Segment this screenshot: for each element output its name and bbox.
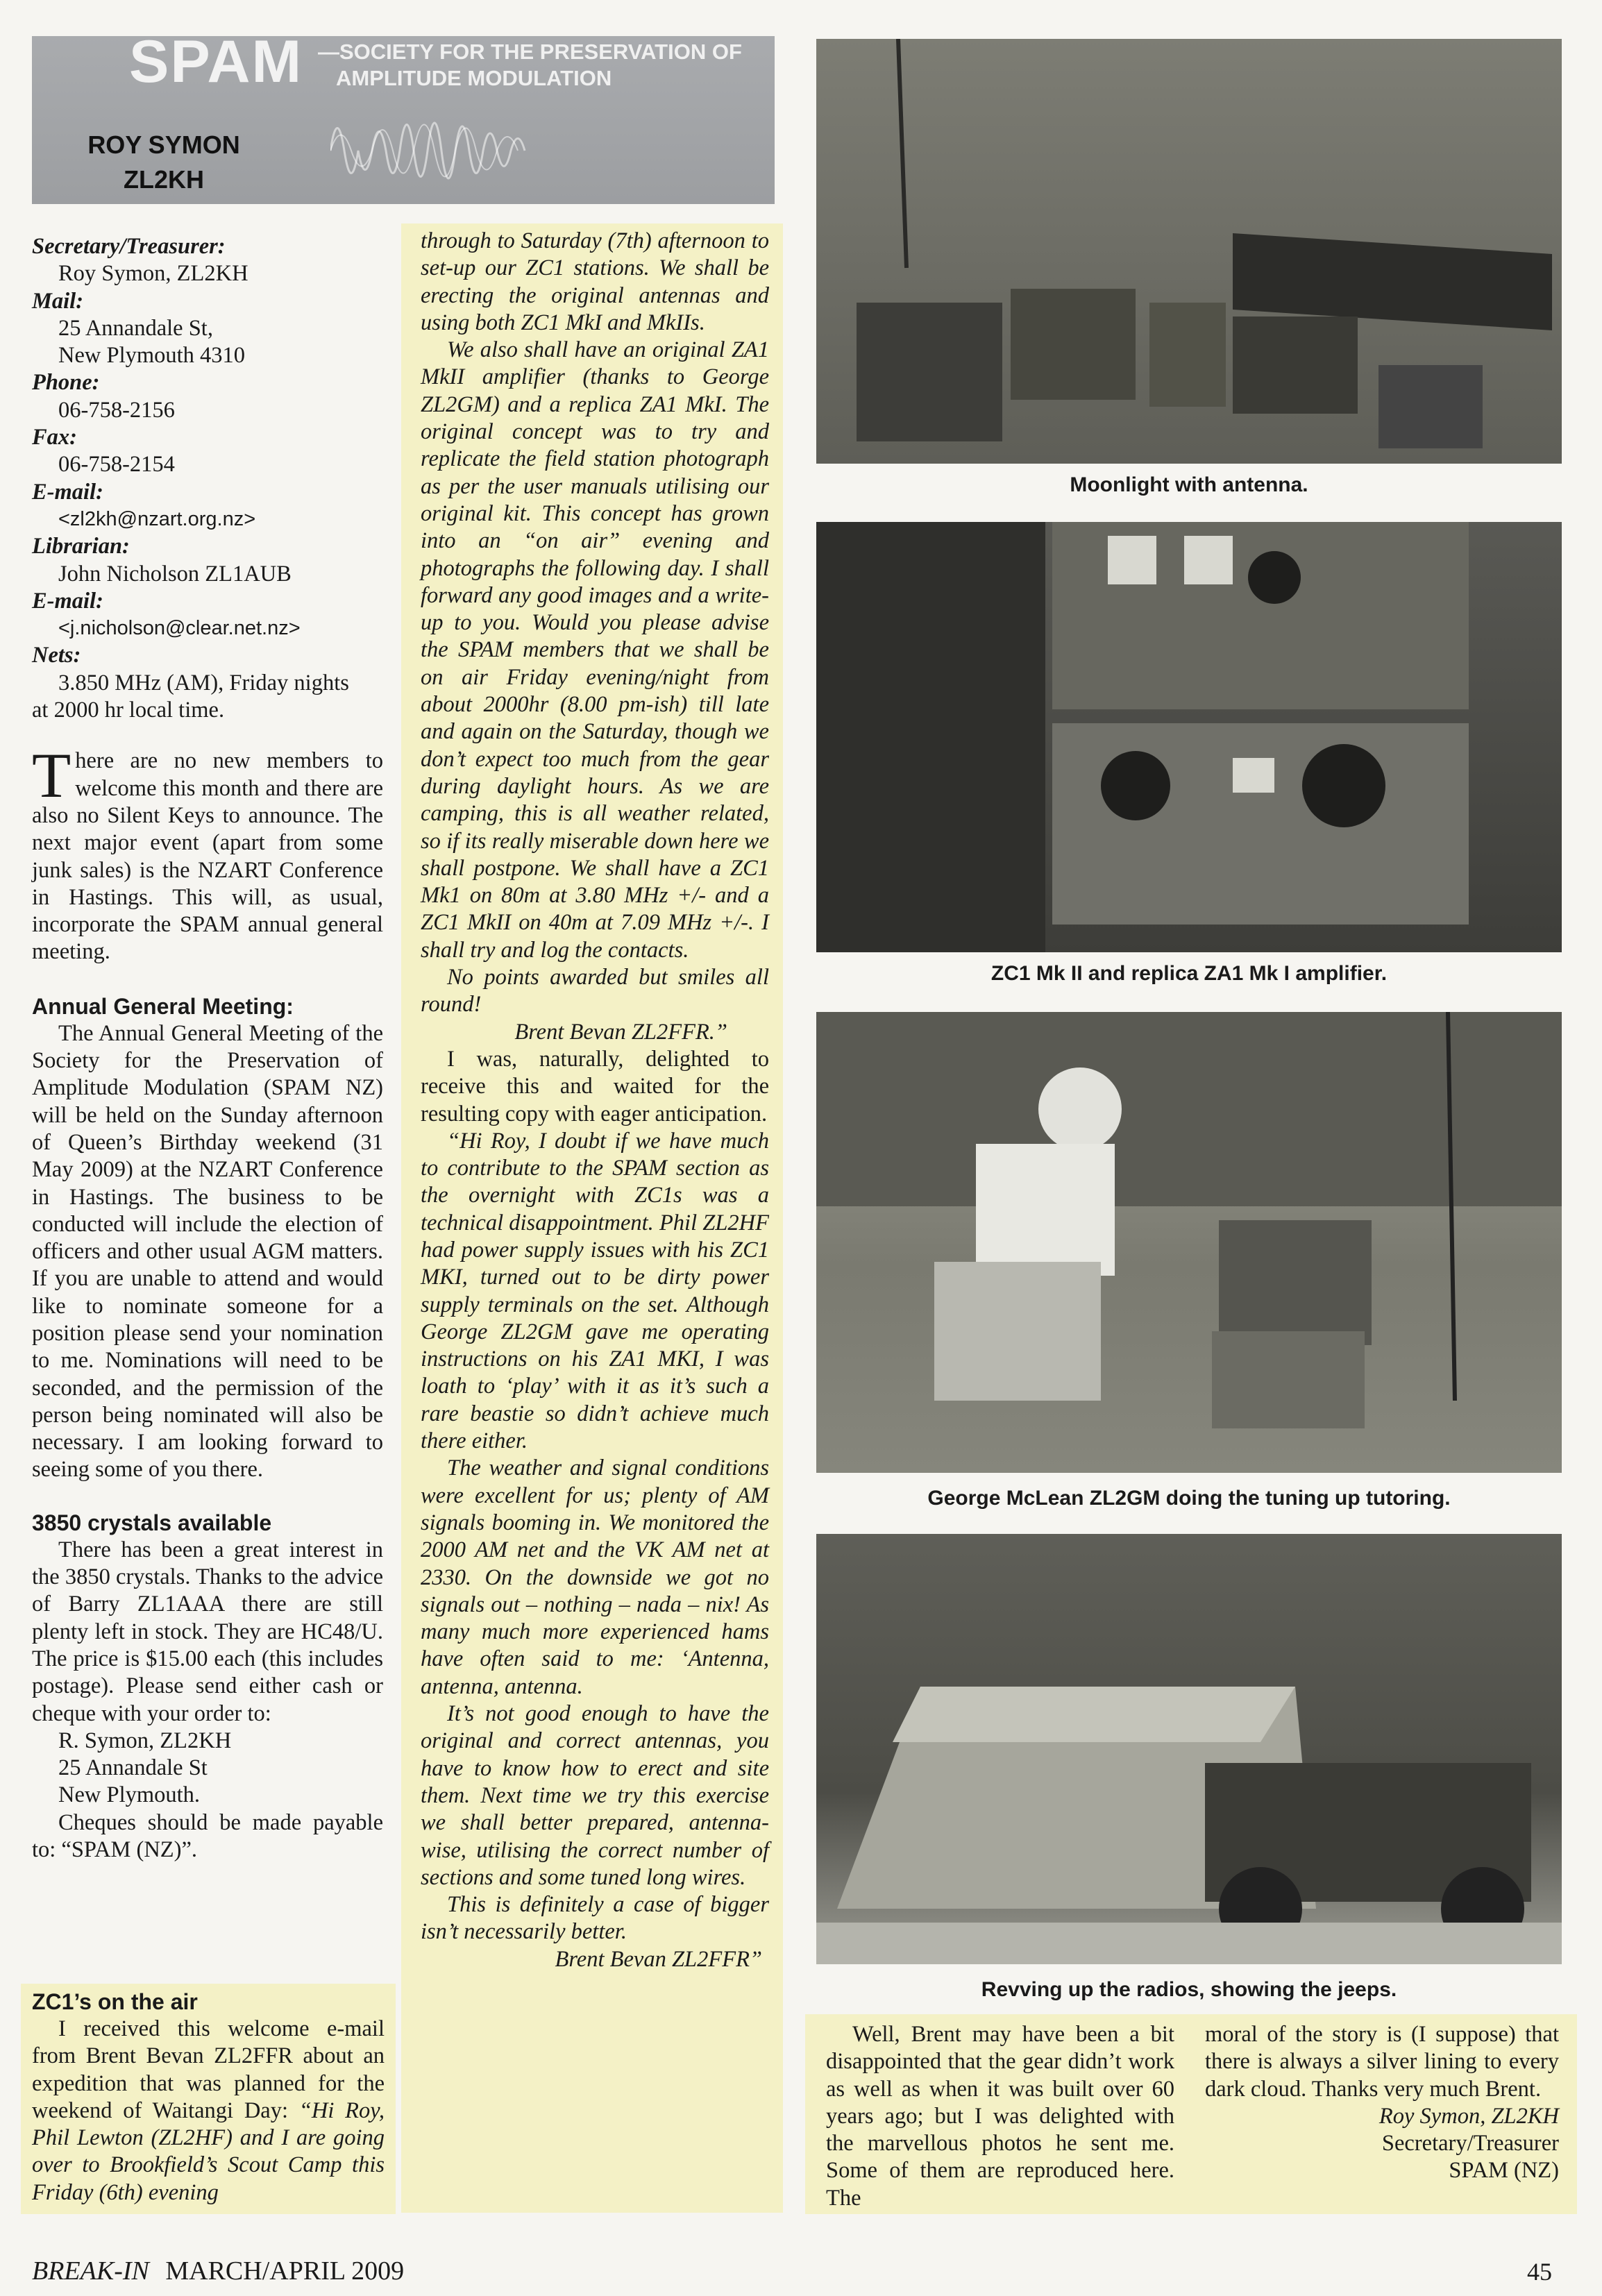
page-number: 45 xyxy=(1527,2258,1552,2286)
photo-illustration xyxy=(816,522,1562,952)
am-waveform-graphic xyxy=(330,92,539,204)
mail-line2: New Plymouth 4310 xyxy=(58,343,246,369)
quote-paragraph-1: through to Saturday (7th) afternoon to set-up our ZC1 stations. We shall be erecting the original antennas and using both ZC1 MkI and MkIIs. xyxy=(421,228,769,335)
page-footer xyxy=(32,2256,404,2286)
order-address-line2: 25 Annandale St xyxy=(58,1755,208,1781)
librarian-label: Librarian: xyxy=(32,534,130,559)
fax-value: 06-758-2154 xyxy=(58,452,175,478)
caption-moonlight: Moonlight with antenna. xyxy=(1070,473,1308,496)
caption-george: George McLean ZL2GM doing the tuning up tutoring. xyxy=(927,1487,1451,1510)
librarian-value: John Nicholson ZL1AUB xyxy=(58,561,292,586)
society-title xyxy=(318,39,762,92)
intro-paragraph xyxy=(32,740,383,965)
email-label: E-mail: xyxy=(32,479,103,505)
photo-george-tuning xyxy=(816,1012,1562,1473)
email2-value[interactable]: <j.nicholson@clear.net.nz> xyxy=(58,617,301,640)
quote-paragraph-3: No points awarded but smiles all round! xyxy=(421,965,769,1018)
contact-info xyxy=(32,233,383,724)
closing-paragraph-2: moral of the story is (I suppose) that there is always a silver lining to every dark cloud. Thanks very much Brent. xyxy=(1205,2022,1559,2102)
secretary-label: Secretary/Treasurer: xyxy=(32,234,226,259)
author-callsign: ZL2KH xyxy=(124,165,204,194)
zc1-box xyxy=(21,1984,396,2214)
society-title-line1: —SOCIETY FOR THE PRESERVATION OF xyxy=(318,40,742,64)
photo-zc1-mk2-amplifier xyxy=(816,522,1562,952)
closing-paragraph-1: Well, Brent may have been a bit disappointed that the gear didn’t work as well as when it was built over 60 years ago; but I was delighted with the marvellous photos he sent me. Some of them are reproduced here. The xyxy=(826,2022,1174,2211)
quote-paragraph-2: We also shall have an original ZA1 MkII amplifier (thanks to George ZL2GM) and a replica ZA1 MkI. The original concept was to try and replicate the field station photograph as per the user manuals utilising our original kit. This concept has grown into an “on air” evening and photographs the following day. I shall forward any good images and a write-up to you. Would you please advise the SPAM members that we shall be on air Friday evening/night from about 2000hr (8.00 pm-ish) till late and again on the Saturday, though we don’t expect too much from the gear during daylight hours. As we are camping, this is all weather related, so if its really miserable down here we shall postpone. We shall have a ZC1 Mk1 on 80m at 3.80 MHz +/- and a ZC1 MkII on 40m at 7.09 MHz +/-. I shall try and log the contacts. xyxy=(421,337,769,963)
zc1-paragraph xyxy=(32,2016,385,2206)
crystals-heading: 3850 crystals available xyxy=(32,1510,272,1535)
closing-column-4 xyxy=(1205,2021,1559,2185)
quote-paragraph-5: The weather and signal conditions were excellent for us; plenty of AM signals booming in. We monitored the 2000 AM net and the VK AM net at 2330. On the downside we got no signals out – nothing – nada – nix! As many much more experienced hams have often said to me: ‘Antenna, antenna, antenna. xyxy=(421,1455,769,1699)
photo-moonlight-antenna xyxy=(816,39,1562,464)
signoff-org: SPAM (NZ) xyxy=(1449,2158,1559,2184)
zc1-text: I received this welcome e-mail from Brent Bevan ZL2FFR about an expedition that was planned for the weekend of Waitangi Day: xyxy=(32,2016,385,2123)
quote-signature-2: Brent Bevan ZL2FFR” xyxy=(555,1946,762,1972)
intro-text: here are no new members to welcome this month and there are also no Silent Keys to announce. The next major event (apart from some junk sales) is the NZART Conference in Hastings. This will, as usual, incorporate the SPAM annual general meeting. xyxy=(32,748,383,965)
nets-value: 3.850 MHz (AM), Friday nights xyxy=(58,670,349,695)
crystals-paragraph: There has been a great interest in the 3850 crystals. Thanks to the advice of Barry ZL1AAA there are still plenty left in stock. They are HC48/U. The price is $15.00 each (this includes postage). Please send either cash or cheque with your order to: xyxy=(32,1537,383,1726)
agm-paragraph: The Annual General Meeting of the Society for the Preservation of Amplitude Modulation (SPAM NZ) will be held on the Sunday afternoon of Queen’s Birthday weekend (31 May 2009) at the NZART Conference in Hastings. The business to be conducted will include the election of officers and other usual AGM matters. If you are unable to attend and would like to nominate someone for a position please send your nomination to me. Nominations will need to be seconded, and the permission of the person being nominated will also be necessary. I am looking forward to seeing some of you there. xyxy=(32,1020,383,1483)
order-address-line3: New Plymouth. xyxy=(58,1782,201,1808)
author-block xyxy=(60,128,268,197)
society-title-line2: AMPLITUDE MODULATION xyxy=(336,66,612,90)
secretary-value: Roy Symon, ZL2KH xyxy=(58,261,248,287)
caption-jeeps: Revving up the radios, showing the jeeps. xyxy=(981,1978,1397,2001)
mail-label: Mail: xyxy=(32,288,84,314)
photo-illustration xyxy=(816,39,1562,464)
agm-heading: Annual General Meeting: xyxy=(32,993,294,1019)
closing-column-3 xyxy=(826,2021,1174,2212)
mail-line1: 25 Annandale St, xyxy=(58,315,213,341)
column-1 xyxy=(32,233,383,1864)
drop-cap: T xyxy=(32,740,71,811)
quote-signature-1: Brent Bevan ZL2FFR.” xyxy=(514,1019,727,1045)
phone-label: Phone: xyxy=(32,370,100,396)
order-address-line1: R. Symon, ZL2KH xyxy=(58,1728,232,1753)
caption-zc1: ZC1 Mk II and replica ZA1 Mk I amplifier. xyxy=(990,962,1388,985)
quote-paragraph-4: “Hi Roy, I doubt if we have much to contribute to the SPAM section as the overnight with ZC1s was a technical disappointment. Phil ZL2HF had power supply issues with his ZC1 MKI, turned out to be dirty power supply terminals on the set. Although George ZL2GM gave me operating instructions on his ZA1 MKI, I was loath to ‘play’ with it as it’s such a rare beastie so didn’t achieve much there either. xyxy=(421,1128,769,1454)
signoff-title: Secretary/Treasurer xyxy=(1381,2131,1559,2156)
column-2-email-quote xyxy=(401,223,783,2213)
quote-paragraph-7: This is definitely a case of bigger isn’t necessarily better. xyxy=(421,1892,769,1945)
cheques-paragraph: Cheques should be made payable to: “SPAM (NZ)”. xyxy=(32,1809,383,1863)
zc1-quote-start: “Hi Roy, Phil Lewton (ZL2HF) and I are going over to Brookfield’s Scout Camp this Friday (6th) evening xyxy=(32,2097,385,2205)
author-name: ROY SYMON xyxy=(87,130,240,159)
photo-illustration xyxy=(816,1534,1562,1964)
fax-label: Fax: xyxy=(32,425,77,450)
spam-logo-text: SPAM xyxy=(129,36,303,95)
zc1-heading: ZC1’s on the air xyxy=(32,1989,198,2014)
section-banner xyxy=(32,36,775,204)
quote-paragraph-6: It’s not good enough to have the original and correct antennas, you have to know how to erect and site them. Next time we try this exercise we shall better prepared, antenna-wise, utilising the correct number of sections and some tuned long wires. xyxy=(421,1701,769,1890)
nets-label: Nets: xyxy=(32,643,81,668)
reply-paragraph: I was, naturally, delighted to receive this and waited for the resulting copy with eager anticipation. xyxy=(421,1046,769,1126)
phone-value: 06-758-2156 xyxy=(58,397,175,423)
signoff-name: Roy Symon, ZL2KH xyxy=(1378,2103,1559,2129)
email2-label: E-mail: xyxy=(32,588,103,614)
photo-jeeps-tent xyxy=(816,1534,1562,1964)
nets-continued: at 2000 hr local time. xyxy=(32,698,225,723)
issue-date: MARCH/APRIL 2009 xyxy=(165,2256,405,2286)
email-value[interactable]: <zl2kh@nzart.org.nz> xyxy=(58,507,256,530)
magazine-name: BREAK-IN xyxy=(32,2256,149,2286)
photo-illustration xyxy=(816,1012,1562,1473)
